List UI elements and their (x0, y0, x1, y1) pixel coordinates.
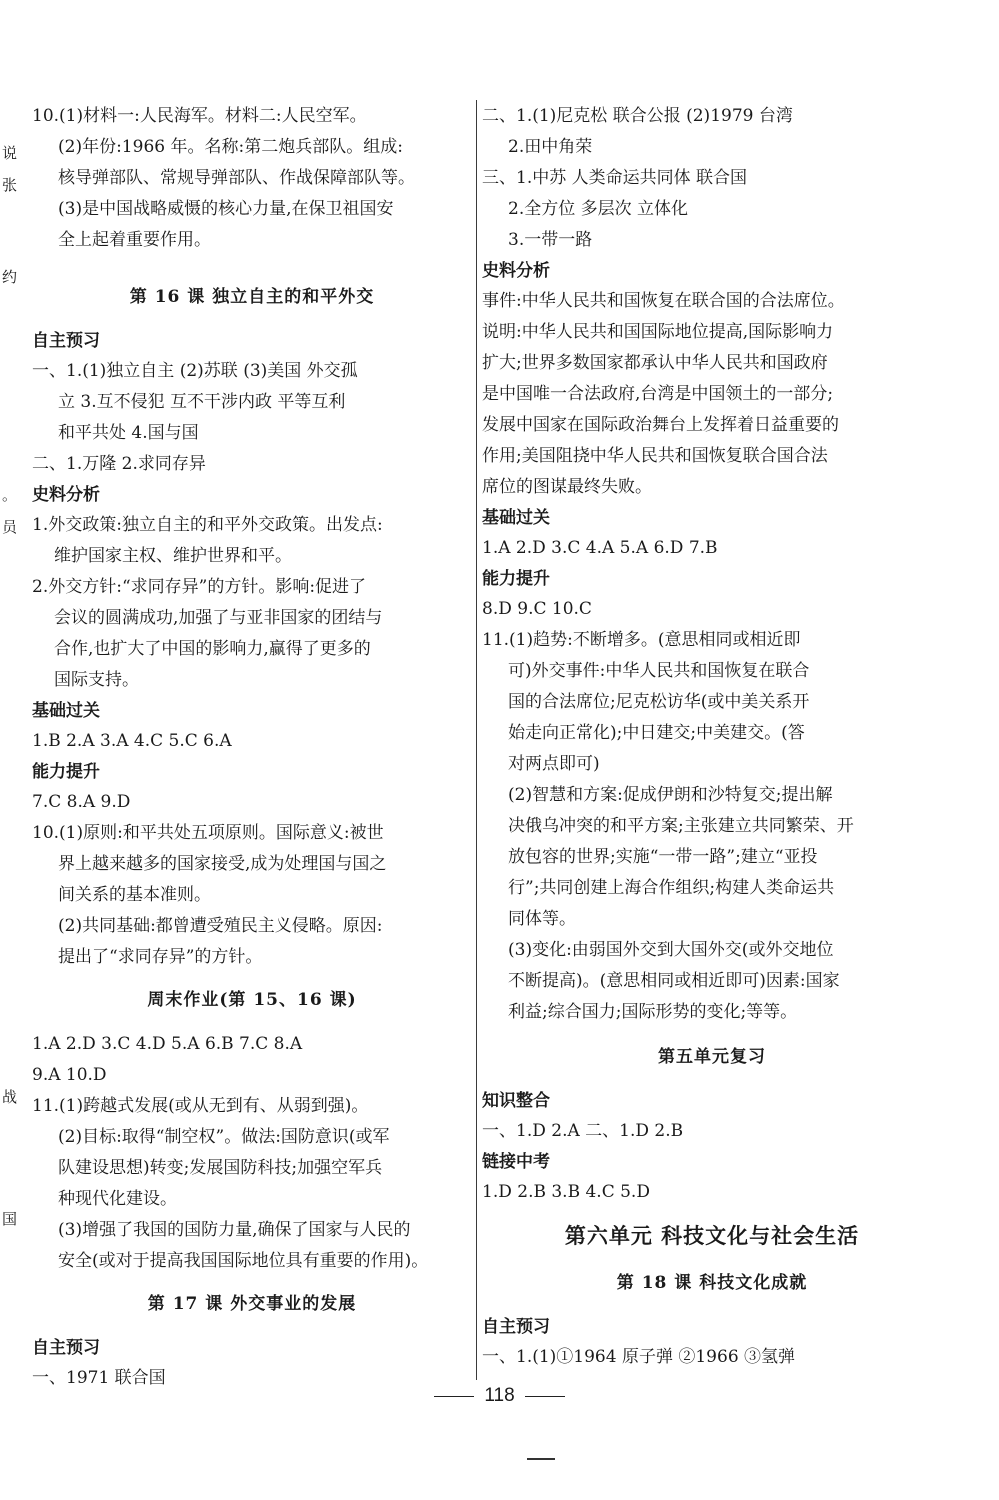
lesson-16-title: 第 16 课 独立自主的和平外交 (129, 287, 375, 307)
answer-line: 核导弹部队、常规导弹部队、作战保障部队等。 (58, 168, 415, 188)
answer-line: 2.田中角荣 (508, 137, 593, 157)
answer-line: 2.全方位 多层次 立体化 (508, 199, 689, 219)
answer-line: 1.A 2.D 3.C 4.D 5.A 6.B 7.C 8.A (32, 1034, 303, 1054)
footer-rule (525, 1396, 565, 1397)
answer-line: 队建设思想)转变;发展国防科技;加强空军兵 (58, 1158, 383, 1178)
section-heading: 能力提升 (482, 569, 550, 589)
answer-line: 1.A 2.D 3.C 4.A 5.A 6.D 7.B (482, 538, 718, 558)
answer-line: 三、1.中苏 人类命运共同体 联合国 (482, 168, 748, 188)
answer-line: 事件:中华人民共和国恢复在联合国的合法席位。 (482, 291, 845, 311)
answer-line: (3)是中国战略威慑的核心力量,在保卫祖国安 (58, 199, 394, 219)
answer-line: 全上起着重要作用。 (58, 230, 211, 250)
answer-line: 可)外交事件:中华人民共和国恢复在联合 (508, 661, 810, 681)
lesson-17-title: 第 17 课 外交事业的发展 (147, 1294, 357, 1314)
section-heading: 史料分析 (482, 261, 550, 281)
answer-line: 11.(1)趋势:不断增多。(意思相同或相近即 (482, 630, 801, 650)
section-heading: 自主预习 (32, 1338, 100, 1358)
answer-line: 1.B 2.A 3.A 4.C 5.C 6.A (32, 731, 232, 751)
answer-line: 放包容的世界;实施“一带一路”;建立“亚投 (508, 847, 818, 867)
answer-line: 1.外交政策:独立自主的和平外交政策。出发点: (32, 515, 383, 535)
answer-line: (3)变化:由弱国外交到大国外交(或外交地位 (508, 940, 834, 960)
answer-line: (2)目标:取得“制空权”。做法:国防意识(或军 (58, 1127, 390, 1147)
edge-char: 张 (2, 176, 18, 194)
edge-char: 。 (2, 486, 18, 504)
answer-line: 间关系的基本准则。 (58, 885, 211, 905)
unit-5-review-title: 第五单元复习 (658, 1047, 766, 1067)
answer-line: (2)智慧和方案:促成伊朗和沙特复交;提出解 (508, 785, 833, 805)
section-heading: 能力提升 (32, 762, 100, 782)
answer-line: 11.(1)跨越式发展(或从无到有、从弱到强)。 (32, 1096, 369, 1116)
answer-line: 一、1.(1)①1964 原子弹 ②1966 ③氢弹 (482, 1347, 796, 1367)
answer-line: 10.(1)原则:和平共处五项原则。国际意义:被世 (32, 823, 384, 843)
answer-line: 一、1971 联合国 (32, 1368, 166, 1388)
answer-line: 行”;共同创建上海合作组织;构建人类命运共 (508, 878, 835, 898)
section-heading: 基础过关 (482, 508, 550, 528)
answer-line: (2)共同基础:都曾遭受殖民主义侵略。原因: (58, 916, 383, 936)
answer-line: 提出了“求同存异”的方针。 (58, 947, 263, 967)
answer-line: 1.D 2.B 3.B 4.C 5.D (482, 1182, 650, 1202)
edge-char: 员 (2, 518, 18, 536)
answer-line: 2.外交方针:“求同存异”的方针。影响:促进了 (32, 577, 367, 597)
answer-line: 对两点即可) (508, 754, 600, 774)
right-column (482, 101, 942, 1373)
section-heading: 基础过关 (32, 701, 100, 721)
answer-line: (3)增强了我国的国防力量,确保了国家与人民的 (58, 1220, 411, 1240)
answer-line: 同体等。 (508, 909, 576, 929)
answer-line: 国的合法席位;尼克松访华(或中美关系开 (508, 692, 810, 712)
footer-mark (527, 1458, 555, 1460)
lesson-18-title: 第 18 课 科技文化成就 (616, 1273, 808, 1293)
answer-line: 会议的圆满成功,加强了与亚非国家的团结与 (54, 608, 383, 628)
answer-line: 利益;综合国力;国际形势的变化;等等。 (508, 1002, 798, 1022)
answer-line: 一、1.(1)独立自主 (2)苏联 (3)美国 外交孤 (32, 361, 358, 381)
answer-line: 国际支持。 (54, 670, 139, 690)
answer-line: 发展中国家在国际政治舞台上发挥着日益重要的 (482, 415, 839, 435)
answer-line: 种现代化建设。 (58, 1189, 177, 1209)
answer-line: (2)年份:1966 年。名称:第二炮兵部队。组成: (58, 137, 403, 157)
left-column (32, 101, 472, 1394)
answer-line: 8.D 9.C 10.C (482, 599, 592, 619)
edge-char: 约 (2, 268, 18, 286)
section-heading: 自主预习 (32, 331, 100, 351)
answer-line: 席位的图谋最终失败。 (482, 477, 652, 497)
section-heading: 自主预习 (482, 1317, 550, 1337)
answer-line: 维护国家主权、维护世界和平。 (54, 546, 292, 566)
section-heading: 链接中考 (482, 1152, 550, 1172)
edge-char: 国 (2, 1210, 18, 1228)
question-10-answer (32, 101, 472, 256)
answer-line: 扩大;世界多数国家都承认中华人民共和国政府 (482, 353, 828, 373)
answer-line: 说明:中华人民共和国国际地位提高,国际影响力 (482, 322, 834, 342)
answer-line: 不断提高)。(意思相同或相近即可)因素:国家 (508, 971, 840, 991)
answer-line: 一、1.D 2.A 二、1.D 2.B (482, 1121, 684, 1141)
answer-line: 合作,也扩大了中国的影响力,赢得了更多的 (54, 639, 371, 659)
answer-line: 9.A 10.D (32, 1065, 107, 1085)
answer-line: 3.一带一路 (508, 230, 593, 250)
answer-line: 安全(或对于提高我国国际地位具有重要的作用)。 (58, 1251, 429, 1271)
unit-6-title: 第六单元 科技文化与社会生活 (564, 1224, 860, 1248)
answer-line: 界上越来越多的国家接受,成为处理国与国之 (58, 854, 387, 874)
answer-line: 作用;美国阻挠中华人民共和国恢复联合国合法 (482, 446, 828, 466)
page-footer (0, 1385, 999, 1407)
answer-line: 二、1.(1)尼克松 联合公报 (2)1979 台湾 (482, 106, 793, 126)
answer-line: 10.(1)材料一:人民海军。材料二:人民空军。 (32, 106, 367, 126)
section-heading: 知识整合 (482, 1091, 550, 1111)
edge-char: 战 (2, 1088, 18, 1106)
answer-line: 7.C 8.A 9.D (32, 792, 131, 812)
answer-line: 始走向正常化);中日建交;中美建交。(答 (508, 723, 805, 743)
answer-line: 立 3.互不侵犯 互不干涉内政 平等互利 (58, 392, 346, 412)
answer-line: 是中国唯一合法政府,台湾是中国领土的一部分; (482, 384, 834, 404)
section-heading: 史料分析 (32, 485, 100, 505)
answer-line: 二、1.万隆 2.求同存异 (32, 454, 206, 474)
edge-char: 说 (2, 144, 18, 162)
answer-line: 和平共处 4.国与国 (58, 423, 199, 443)
column-divider (476, 100, 477, 1380)
answer-line: 决俄乌冲突的和平方案;主张建立共同繁荣、开 (508, 816, 854, 836)
footer-rule (434, 1396, 474, 1397)
page-number: 118 (484, 1385, 515, 1406)
weekend-homework-title: 周末作业(第 15、16 课) (147, 990, 357, 1010)
